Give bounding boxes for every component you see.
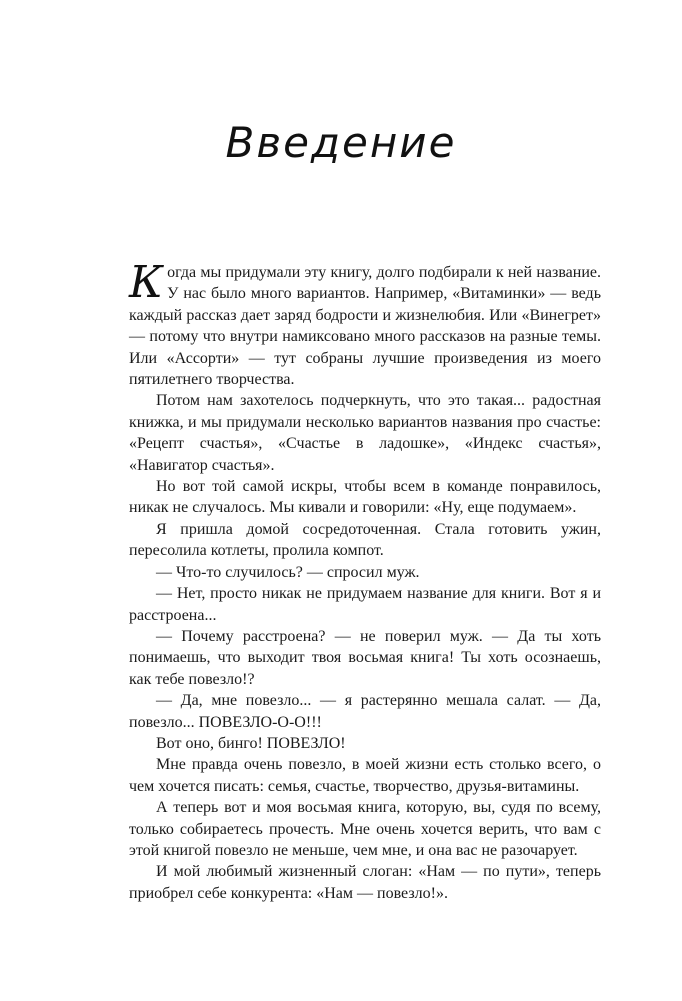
chapter-body [129, 257, 601, 904]
paragraph-6: — Нет, просто никак не придумаем название для книги. Вот я и расстроена... [129, 585, 601, 624]
paragraph-12: И мой любимый жизненный слоган: «Нам — по пути», теперь приобрел себе конкурента: «Нам — повезло!». [129, 863, 601, 902]
paragraph-8: — Да, мне повезло... — я растерянно мешала салат. — Да, повезло... ПОВЕЗЛО-О-О!!! [129, 692, 601, 731]
paragraph-1 [129, 257, 601, 390]
chapter-title: Введение [225, 118, 457, 167]
paragraph-3: Но вот той самой искры, чтобы всем в команде понравилось, никак не случалось. Мы кивали и говорили: «Ну, еще подумаем». [129, 478, 601, 517]
paragraph-1-text: огда мы придумали эту книгу, долго подбирали к ней название. У нас было много вариантов. Например, «Витаминки» — ведь каждый рассказ дает заряд бодрости и жизнелюбия. Или «Винегрет» — потому что внутри намиксовано много рассказов на разные темы. Или «Ассорти» — тут собраны лучшие произведения из моего пятилетнего творчества. [129, 264, 601, 389]
paragraph-2: Потом нам захотелось подчеркнуть, что это такая... радостная книжка, и мы придумали несколько вариантов названия про счастье: «Рецепт счастья», «Счастье в ладошке», «Индекс счастья», «Навигатор счастья». [129, 392, 601, 474]
paragraph-5: — Что-то случилось? — спросил муж. [156, 563, 420, 581]
drop-cap: К [129, 257, 164, 308]
paragraph-7: — Почему расстроена? — не поверил муж. — Да ты хоть понимаешь, что выходит твоя восьмая книга! Ты хоть осознаешь, как тебе повезло!? [129, 627, 601, 688]
paragraph-11: А теперь вот и моя восьмая книга, которую, вы, судя по всему, только собираетесь прочесть. Мне очень хочется верить, что вам с этой книгой повезло не меньше, чем мне, и она вас не разочарует. [129, 799, 601, 859]
paragraph-10: Мне правда очень повезло, в моей жизни есть столько всего, о чем хочется писать: семья, счастье, творчество, друзья-витамины. [129, 756, 601, 795]
paragraph-9: Вот оно, бинго! ПОВЕЗЛО! [156, 734, 346, 752]
paragraph-4: Я пришла домой сосредоточенная. Стала готовить ужин, пересолила котлеты, пролила компот. [129, 520, 601, 560]
